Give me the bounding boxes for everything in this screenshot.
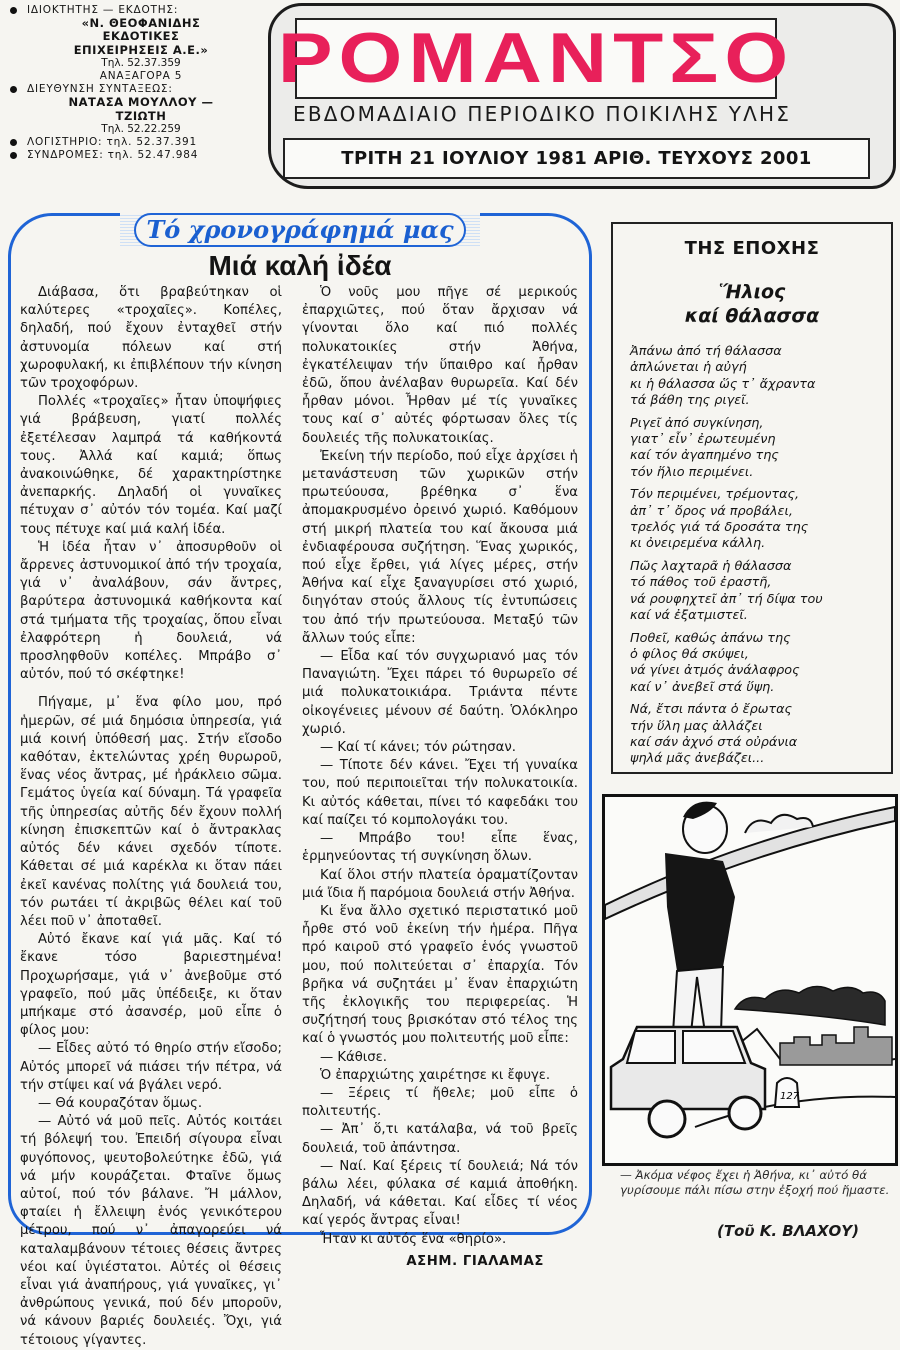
poem-title-line: καί θάλασσα (684, 305, 820, 327)
poem-stanza (630, 416, 892, 482)
paragraph: Ἡ ἰδέα ἦταν ν᾿ ἀποσυρθοῦν οἱ ἄρρενες ἀστυνομικοί ἀπό τήν τροχαία, γιά ν᾿ ἀναλάβουν, σάν ἄντρες, βαρύτερα ἀστυνομικά καθήκοντα καί στά τμήματα τῆς τροχαίας, ὅπου εἶναι ἐλαφρότερη ἡ δουλειά, νά προσληφθοῦν κοπέλες. Μπράβο σ᾿ αὐτόν, πού τό σκέφτηκε! (20, 539, 282, 683)
poem-line: γιατ᾿ εἶν᾿ ἐρωτευμένη (630, 432, 776, 448)
poem-line: τά βάθη της ριγεῖ. (630, 393, 750, 409)
paragraph: — Καί τί κάνει; τόν ρώτησαν. (320, 740, 516, 756)
poem-body (630, 344, 892, 774)
car-wheel (729, 1097, 761, 1129)
cartoon-caption: — Ἀκόμα νέφος ἔχει ἡ Ἀθήνα, κι᾿ αὐτό θά γυρίσουμε πάλι πίσω στην ἐξοχή πού ἤμαστε. (620, 1168, 890, 1197)
paragraph: — Εἶδα καί τόν συγχωριανό μας τόν Παναγιώτη. Ἔχει πάρει τό θυρωρεῖο σέ μιά πολυκατοικιάρα. Τριάντα πέντε οἰκογένειες μένουν σέ δαύτη. Ὁλόκληρο χωριό. (302, 649, 578, 737)
poem-line: Ποθεῖ, καθώς ἀπάνω της (630, 630, 791, 646)
paragraph: Αὐτό ἔκανε καί γιά μᾶς. Καί τό ἔκανε τόσο βαριεστημένα! Προχωρήσαμε, γιά ν᾿ ἀνεβοῦμε στό γραφεῖο, πού μᾶς ὑπέδειξε, κι ὅταν μπήκαμε στό ἀσανσέρ, μοῦ εἶπε ὁ φίλος μου: (20, 932, 282, 1039)
column-tag-label: Τό χρονογράφημά μας (134, 213, 465, 247)
paragraph: Καί ὅλοι στήν πλατεία ὁραματίζονταν μιά ἴδια ἤ παρόμοια δουλειά στήν Ἀθήνα. (302, 867, 578, 901)
paragraph: — Αὐτό νά μοῦ πεῖς. Αὐτός κοιτάει τή βόλεψή του. Ἐπειδή σίγουρα εἶναι φυγόπονος, ψευτοβολεύτηκε ἐδῶ, γιά νά μήν κουράζεται. Φταῖνε ὅμως αὐτοί, πού τόν βάλανε. Ἤ μάλλον, φταίει ἡ ἔλλειψη ἑνός γενικότερου μέτρου, πού ν᾿ ἀπαγορεύει νά καταλαμβάνουν τέτοιες θέσεις ἄντρες νέοι καί ὑγιέστατοι. Αὐτές οἱ θέσεις εἶναι γιά ἀναπήρους, γιά γυναῖκες, γι᾿ ἀνθρώπους γενικά, πού δέν μποροῦν, νά κάνουν βαριές δουλειές. Ὄχι, γιά τέτοιους γίγαντες. (20, 1114, 282, 1348)
publisher-info (8, 4, 258, 162)
owner-name-2: ΕΚΔΟΤΙΚΕΣ (102, 29, 180, 44)
editor-name-2: ΤΖΙΩΤΗ (115, 108, 167, 123)
cartoon-drawing (605, 797, 895, 1163)
poem-line: ἀπ᾿ τ᾿ ὄρος νά προβάλει, (630, 503, 793, 519)
poem-line: καί σάν ἀχνό στά οὐράνια (630, 734, 798, 750)
poem-section-title: ΤΗΣ ΕΠΟΧΗΣ (684, 238, 820, 259)
poem-line: καί ν᾿ ἀνεβεῖ στά ὕψη. (630, 679, 775, 695)
poem-line: τήν ὕλη μας ἀλλάζει (630, 718, 763, 734)
editor-phone: Τηλ. 52.22.259 (101, 122, 181, 135)
poem-line: νά ρουφηχτεῖ ἀπ᾿ τή δίψα του (630, 591, 823, 607)
sky-band (605, 807, 895, 919)
paragraph: Ὁ ἐπαρχιώτης χαιρέτησε κι ἔφυγε. (320, 1067, 551, 1083)
city-skyline (780, 1027, 892, 1065)
paragraph: Διάβασα, ὅτι βραβεύτηκαν οἱ καλύτερες «τροχαῖες». Κοπέλες, δηλαδή, πού ἔχουν ἐνταχθεῖ στήν ἀστυνομία πόλεων καί στή χωροφυλακή, κι ἐπιβλέπουν τήν κίνηση τῶν τροχοφόρων. (20, 285, 282, 392)
poem-line: τρελός γιά τά δροσάτα της (630, 520, 809, 536)
man-legs (673, 967, 723, 1033)
poem-line: Ἀπάνω ἀπό τή θάλασσα (630, 344, 782, 359)
paragraph: Κι ἕνα ἄλλο σχετικό περιστατικό μοῦ ἦρθε στό νοῦ ἐκείνη τήν ἡμέρα. Πῆγα πρό καιροῦ στό γραφεῖο ἑνός γνωστοῦ μου, πού πολιτεύεται σ᾿ ἐπαρχία. Τόν βρῆκα νά συζητάει μ᾿ ἕναν ἐπαρχιώτη τῆς ἐκλογικῆς του περιφερείας. Ἡ συζήτησή τους βρισκόταν στό τέλος της καί ὁ γνωστός μου πολιτευτής μοῦ εἶπε: (302, 903, 578, 1047)
column-tag (120, 213, 480, 247)
poem-line: νά γίνει ἀτμός ἀνάλαφρος (630, 663, 800, 679)
accounting-row (8, 136, 258, 149)
poem-stanza (630, 344, 892, 410)
paragraph: Πολλές «τροχαῖες» ἦταν ὑποψήφιες γιά βράβευση, γιατί πολλές ἐξετέλεσαν λαμπρά τά καθήκοντά τους. Ἀλλά καί καμιά; ὅπως ἀνακοινώθηκε, δέ χαρακτηρίστηκε ἀνεπαρκής. Δηλαδή οἱ γυναῖκες πέτυχαν σ᾿ αὐτόν τόν τομέα. Καί μαζί τους πέτυχε καί μιά καλή ἰδέα. (20, 394, 282, 537)
owner-phone: Τηλ. 52.37.359 (101, 56, 181, 69)
bullet-icon (10, 152, 17, 159)
poem-line: ψηλά μᾶς ἀνεβάζει... (630, 751, 765, 767)
owner-address: ΑΝΑΞΑΓΟΡΑ 5 (99, 70, 183, 83)
magazine-logo: ΡΟΜΑΝΤΣΟ (277, 18, 795, 98)
subscriptions-phone: ΣΥΝΔΡΟΜΕΣ: τηλ. 52.47.984 (27, 149, 199, 162)
paragraph: Πήγαμε, μ᾿ ἕνα φίλο μου, πρό ἡμερῶν, σέ μιά δημόσια ὑπηρεσία, γιά μιά κοινή ὑπόθεσή μας. Στήν εἴσοδο καθόταν, ἐκτελώντας χρέη θυρωροῦ, ἕνας νέος ἄντρας, μέ ἠράκλειο σῶμα. Γεμάτος ὑγεία καί δύναμη. Τά γραφεῖα τῆς ὑπηρεσίας αὐτῆς δέν ἔχουν πολλή κίνηση ἐπισκεπτῶν καί ὁ ἄντρακλας αὐτός δέν κάνει σχεδόν τίποτε. Κάθεται σέ μιά καρέκλα κι ὅταν πάει ἐκεῖ κανένας πολίτης γιά δουλειά του, τόν ρωτάει τί ἀκριβῶς θέλει καί τοῦ λέει ποῦ ν᾿ ἀποταθεῖ. (20, 695, 282, 929)
paragraph: Ἐκείνη τήν περίοδο, πού εἶχε ἀρχίσει ἡ μετανάστευση τῶν χωρικῶν στήν πρωτεύουσα, βρέθηκα σ᾿ ἕνα ἀπομακρυσμένο ὀρεινό χωριό. Καθόμουν στή μικρή πλατεία του καί ἄκουσα μιά ἐνδιαφέρουσα συζήτηση. Ἕνας χωρικός, πού εἶχε ἔρθει, γιά λίγες μέρες, στήν Ἀθήνα καί εἶχε ξαναγυρίσει στό χωριό, διηγόταν στούς ἄλλους τίς ἐντυπώσεις του ἀπό τήν πρωτεύουσα. Μεταξύ τῶν ἄλλων τούς εἶπε: (302, 448, 578, 646)
owner-name-3: ΕΠΙΧΕΙΡΗΣΕΙΣ Α.Ε.» (73, 42, 209, 57)
poem-line: Ριγεῖ ἀπό συγκίνηση, (630, 415, 764, 431)
owner-label: ΙΔΙΟΚΤΗΤΗΣ — ΕΚΔΟΤΗΣ: (27, 4, 179, 16)
paragraph: — Ναί. Καί ξέρεις τί δουλειά; Νά τόν βάλω λέει, φύλακα σέ καμιά ἀποθήκη. Δηλαδή, νά κάθεται. Καί εἶδες τί νέος καί γερός ἄντρας εἶναι! (302, 1158, 578, 1229)
article-column-2 (302, 284, 578, 1271)
paragraph: — Τίποτε δέν κάνει. Ἔχει τή γυναίκα του, πού περιποιεῖται τήν πολυκατοικία. Κι αὐτός κάθεται, πίνει τό καφεδάκι του καί παίζει τό κομπολογάκι του. (302, 758, 578, 828)
paragraph: Ὁ νοῦς μου πῆγε σέ μερικούς ἐπαρχιῶτες, πού ὅταν ἄρχισαν νά γίνονται ὅλο καί πιό πολλές πολυκατοικίες στήν Ἀθήνα, ἐγκατέλειψαν τήν ὕπαιθρο καί ἦρθαν ἐδῶ, ὅπου ἀνέλαβαν θυρωρεῖα. Καί δέν ἦρθαν μόνοι. Ἦρθαν μέ τίς γυναῖκες τους καί σ᾿ αὐτές φόρτωσαν ὅλες τίς δουλειές τῆς πολυκατοικίας. (302, 285, 578, 446)
accounting-phone: ΛΟΓΙΣΤΗΡΙΟ: τηλ. 52.37.391 (27, 136, 198, 149)
article-column-1 (20, 284, 282, 1350)
paragraph: — Θά κουραζόταν ὅμως. (38, 1095, 203, 1111)
poem-stanza (630, 702, 892, 768)
bullet-icon (10, 139, 17, 146)
bullet-icon (10, 7, 17, 14)
poem-line: κι ἡ θάλασσα ὥς τ᾿ ἄχραντα (630, 376, 816, 392)
issue-date-line: ΤΡΙΤΗ 21 ΙΟΥΛΙΟΥ 1981 ΑΡΙΘ. ΤΕΥΧΟΥΣ 2001 (283, 138, 870, 179)
poem-line: Νά, ἔτσι πάντα ὁ ἔρωτας (630, 702, 793, 718)
poem-title-line: Ἥλιος (718, 281, 786, 303)
poem-line: τό πάθος τοῦ ἐραστῆ, (630, 575, 772, 591)
cartoon-credit: (Τοῦ Κ. ΒΛΑΧΟΥ) (717, 1222, 859, 1240)
poem-line: ὁ φίλος θά σκύψει, (630, 646, 749, 662)
editor-label: ΔΙΕΥΘΥΝΣΗ ΣΥΝΤΑΞΕΩΣ: (27, 83, 173, 96)
poem-stanza (630, 487, 892, 553)
magazine-subtitle: ΕΒΔΟΜΑΔΙΑΙΟ ΠΕΡΙΟΔΙΚΟ ΠΟΙΚΙΛΗΣ ΥΛΗΣ (293, 102, 792, 126)
poem-line: Πῶς λαχταρᾶ ἡ θάλασσα (630, 558, 792, 574)
cartoon-illustration (602, 794, 898, 1166)
paragraph: — Ἀπ᾿ ὅ,τι κατάλαβα, νά τοῦ βρεῖς δουλειά, τοῦ ἀπάντησα. (302, 1122, 578, 1156)
masthead (268, 3, 896, 189)
paragraph: — Μπράβο του! εἶπε ἕνας, ἑρμηνεύοντας τή συγκίνηση ὅλων. (302, 831, 578, 865)
car-windows (627, 1031, 745, 1063)
poem-line: τόν ἥλιο περιμένει. (630, 464, 754, 480)
poem-line: ἁπλώνεται ἡ αὐγή (630, 360, 747, 376)
bullet-icon (10, 86, 17, 93)
smog-cloud (735, 986, 885, 1025)
poem-line: κι ὀνειρεμένα κάλλη. (630, 536, 766, 552)
milestone-number: 127 (780, 1091, 800, 1102)
paragraph: — Ξέρεις τί ἤθελε; μοῦ εἶπε ὁ πολιτευτής. (302, 1085, 578, 1120)
poem-line: καί νά ἐξατμιστεῖ. (630, 608, 748, 624)
poem-stanza (630, 559, 892, 625)
editor-name-1: ΝΑΤΑΣΑ ΜΟΥΛΛΟΥ — (68, 95, 214, 110)
paragraph: — Κάθισε. (320, 1049, 387, 1065)
car-wheel (649, 1101, 685, 1137)
poem-box (611, 222, 893, 774)
paragraph: Ἦταν κι αὐτός ἕνα «θηρίο». (320, 1231, 507, 1247)
poem-title (613, 280, 891, 328)
subscriptions-row (8, 149, 258, 162)
article-byline: ΑΣΗΜ. ΓΙΑΛΑΜΑΣ (406, 1253, 544, 1269)
paragraph: — Εἶδες αὐτό τό θηρίο στήν εἴσοδο; Αὐτός μπορεῖ νά πιάσει τήν πέτρα, νά τήν στίψει καί νά βγάλει νερό. (20, 1041, 282, 1093)
man-body (665, 853, 735, 971)
poem-line: καί τόν ἀγαπημένο της (630, 448, 779, 464)
poem-stanza (630, 631, 892, 697)
article-headline: Μιά καλή ἰδέα (208, 250, 392, 281)
logo-box (277, 18, 795, 99)
poem-line: Τόν περιμένει, τρέμοντας, (630, 487, 800, 503)
owner-name-1: «Ν. ΘΕΟΦΑΝΙΔΗΣ (81, 16, 201, 31)
